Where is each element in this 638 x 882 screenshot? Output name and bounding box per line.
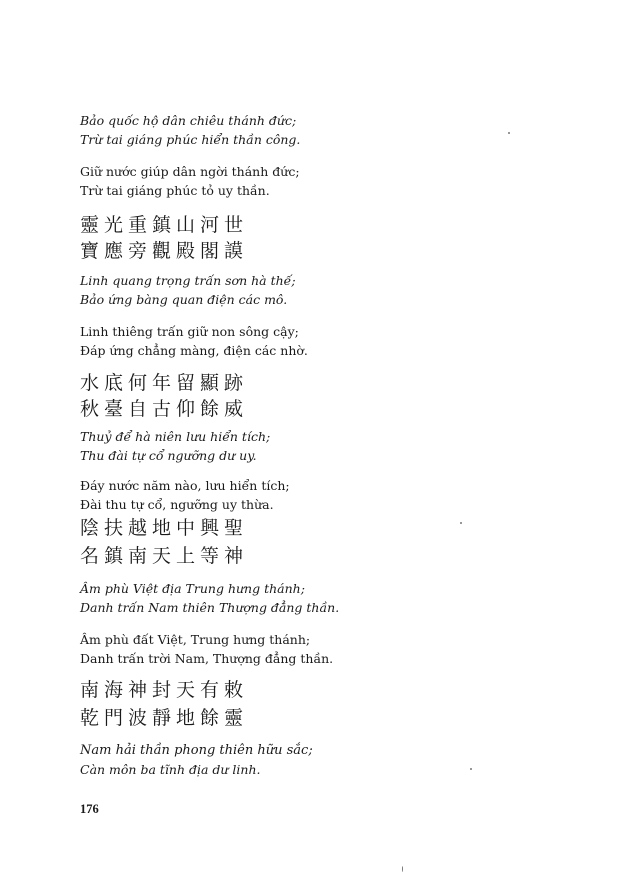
transliteration-line: Âm phù Việt địa Trung hưng thánh;	[80, 581, 305, 596]
translation-line: Đài thu tự cổ, ngưỡng uy thừa.	[80, 497, 274, 512]
han-verse-line: 南海神封天有敕	[80, 679, 249, 701]
han-verse-line: 水底何年留顯跡	[80, 372, 249, 394]
transliteration-line: Bảo ứng bàng quan điện các mô.	[80, 292, 288, 307]
transliteration-line: Linh quang trọng trấn sơn hà thế;	[80, 273, 296, 288]
translation-line: Trừ tai giáng phúc tỏ uy thần.	[80, 183, 270, 198]
translation-line: Danh trấn trời Nam, Thượng đẳng thần.	[80, 651, 334, 666]
translation-line: Âm phù đất Việt, Trung hưng thánh;	[80, 632, 311, 647]
translation-line: Giữ nước giúp dân ngời thánh đức;	[80, 164, 300, 179]
page-number: 176	[80, 802, 99, 816]
transliteration-line: Trừ tai giáng phúc hiển thần công.	[80, 132, 301, 147]
han-verse-line: 寶應旁觀殿閣謨	[80, 240, 249, 262]
scan-speck	[470, 768, 472, 770]
han-verse-line: 秋臺自古仰餘威	[80, 398, 249, 420]
translation-line: Đáy nước năm nào, lưu hiển tích;	[80, 478, 290, 493]
translation-line: Linh thiêng trấn giữ non sông cậy;	[80, 324, 299, 339]
scan-speck	[460, 522, 462, 524]
translation-line: Đáp ứng chẳng màng, điện các nhờ.	[80, 343, 308, 358]
han-verse-line: 陰扶越地中興聖	[80, 517, 249, 539]
han-verse-line: 靈光重鎮山河世	[80, 214, 249, 236]
transliteration-line: Thu đài tự cổ ngưỡng dư uy.	[80, 448, 257, 463]
transliteration-line: Thuỷ để hà niên lưu hiển tích;	[80, 429, 271, 444]
transliteration-line: Nam hải thần phong thiên hữu sắc;	[80, 743, 313, 758]
scan-speck	[402, 866, 403, 872]
han-verse-line: 名鎮南天上等神	[80, 545, 249, 567]
han-verse-line: 乾門波靜地餘靈	[80, 707, 249, 729]
transliteration-line: Danh trấn Nam thiên Thượng đẳng thần.	[80, 600, 340, 615]
scan-speck	[508, 132, 510, 134]
transliteration-line: Bảo quốc hộ dân chiêu thánh đức;	[80, 113, 297, 128]
transliteration-line: Càn môn ba tĩnh địa dư linh.	[80, 762, 261, 777]
